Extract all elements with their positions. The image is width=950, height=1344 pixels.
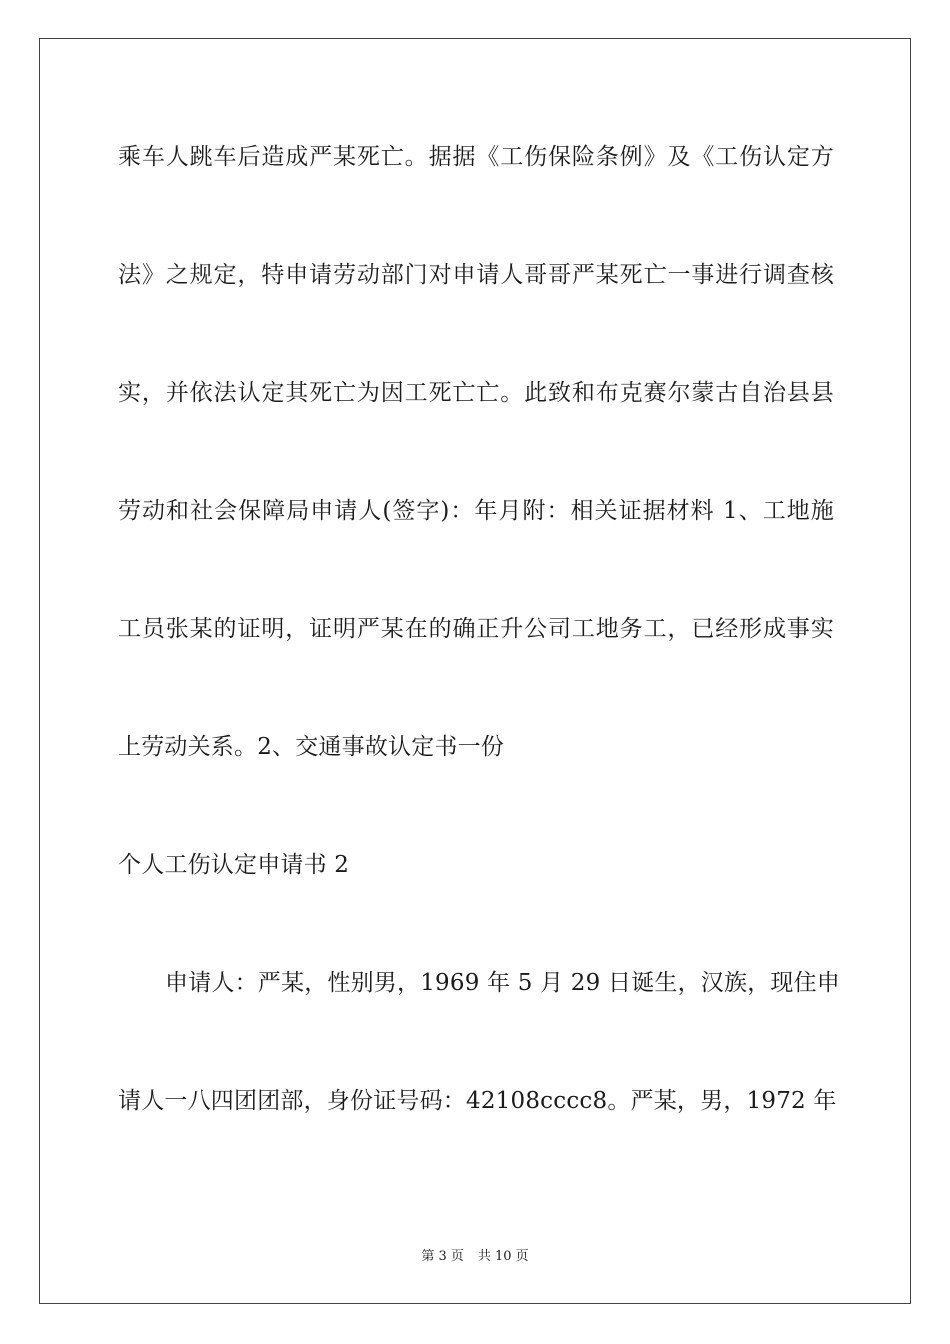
page-number: 第 3 页 bbox=[421, 1249, 464, 1264]
body-line-2: 法》之规定，特申请劳动部门对申请人哥哥严某死亡一事进行调查核 bbox=[118, 262, 834, 288]
body-line-6: 上劳动关系。2、交通事故认定书一份 bbox=[118, 734, 505, 760]
page-total: 共 10 页 bbox=[477, 1249, 529, 1264]
body-line-5: 工员张某的证明，证明严某在的确正升公司工地务工，已经形成事实 bbox=[118, 616, 834, 642]
section-line-1: 申请人：严某，性别男，1969 年 5 月 29 日诞生，汉族，现住申 bbox=[165, 970, 840, 996]
section-line-2: 请人一八四团团部，身份证号码：42108cccc8。严某，男，1972 年 bbox=[118, 1088, 837, 1114]
body-line-4: 劳动和社会保障局申请人(签字)：年月附：相关证据材料 1、工地施 bbox=[118, 498, 834, 524]
body-line-3: 实，并依法认定其死亡为因工死亡亡。此致和布克赛尔蒙古自治县县 bbox=[118, 380, 834, 406]
page-footer bbox=[0, 1248, 950, 1266]
body-line-1: 乘车人跳车后造成严某死亡。据据《工伤保险条例》及《工伤认定方 bbox=[118, 144, 834, 170]
section-title: 个人工伤认定申请书 2 bbox=[118, 852, 350, 878]
